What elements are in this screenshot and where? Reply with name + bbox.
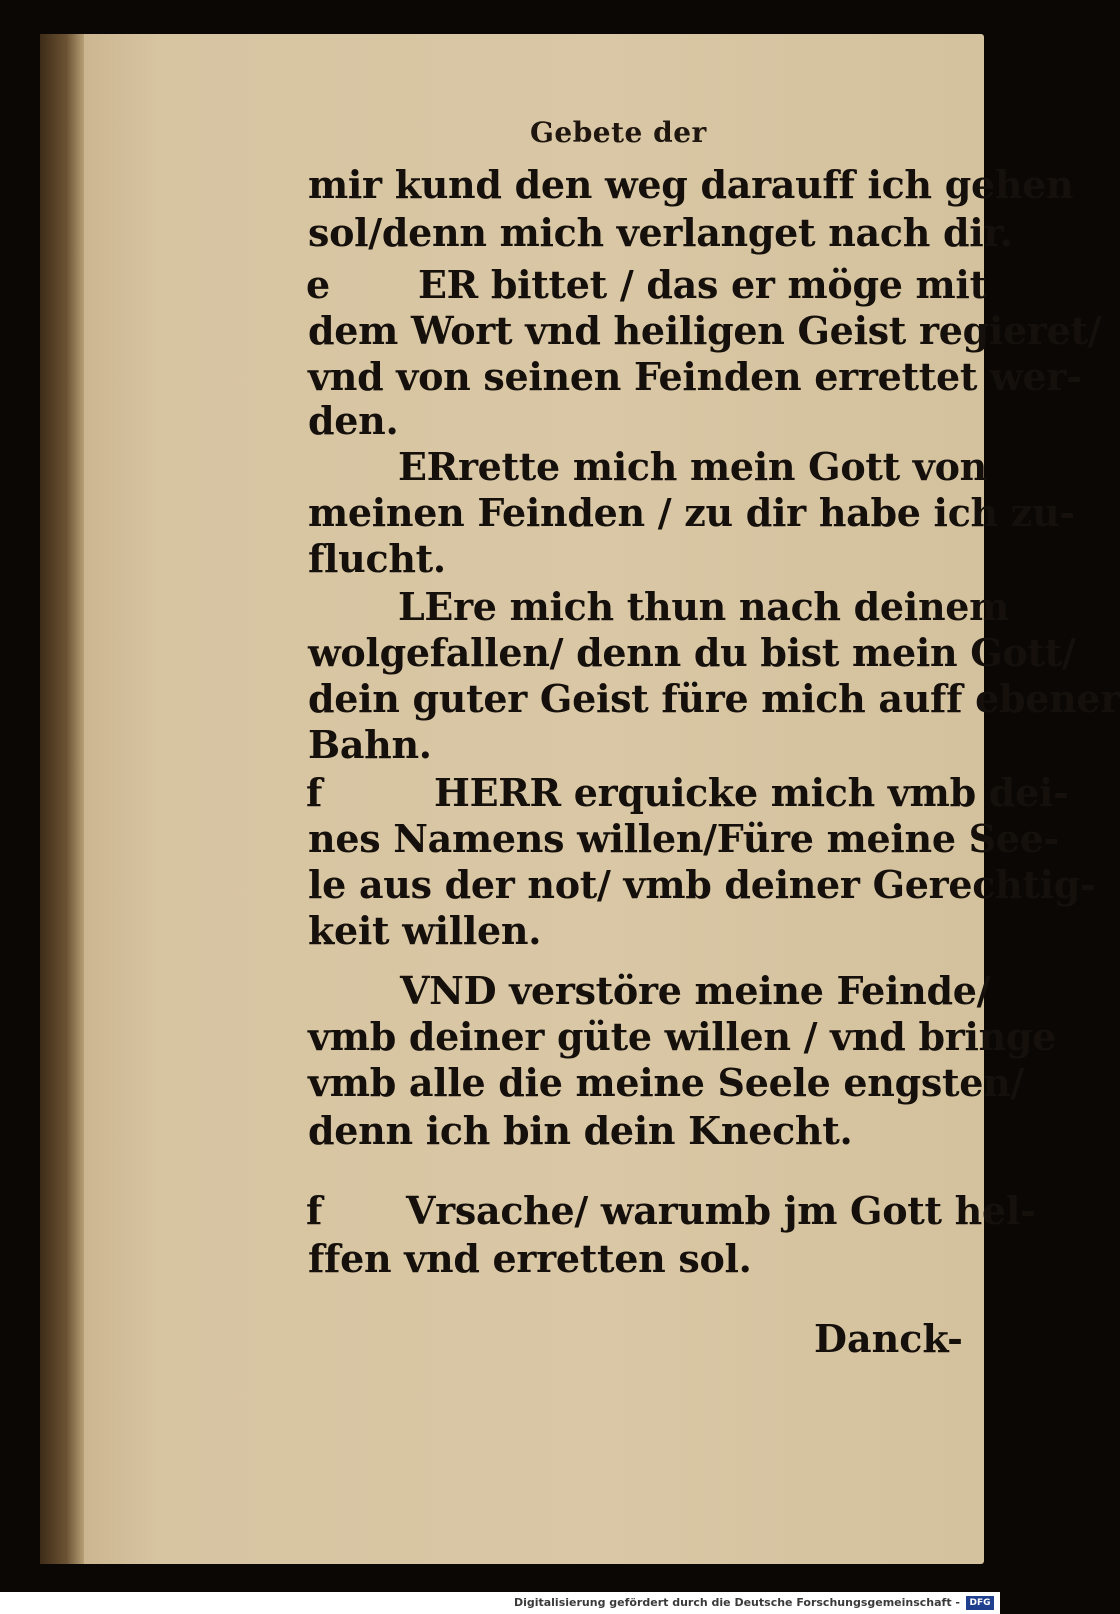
text-line: flucht.: [308, 536, 446, 581]
summary-line: dem Wort vnd heiligen Geist regieret/: [308, 308, 1102, 353]
text-line: sol/denn mich verlanget nach dir.: [308, 210, 1013, 255]
text-line: keit willen.: [308, 908, 542, 953]
text-line: VND verstöre meine Feinde/: [400, 968, 991, 1013]
margin-marker-f: f: [306, 1188, 323, 1233]
dfg-logo[interactable]: DFG: [966, 1596, 994, 1610]
text-line: le aus der not/ vmb deiner Gerechtig-: [308, 862, 1096, 907]
text-line: ERrette mich mein Gott von: [398, 444, 987, 489]
summary-line: Vrsache/ warumb jm Gott hel-: [406, 1188, 1036, 1233]
text-line: vmb deiner güte willen / vnd bringe: [308, 1014, 1057, 1059]
text-line: Bahn.: [308, 722, 432, 767]
summary-line: den.: [308, 398, 399, 443]
text-line: LEre mich thun nach deinem: [398, 584, 1010, 629]
text-line: HERR erquicke mich vmb dei-: [434, 770, 1069, 815]
summary-line: vnd von seinen Feinden errettet wer-: [308, 354, 1082, 399]
summary-line: ER bittet / das er möge mit: [418, 262, 987, 307]
text-line: wolgefallen/ denn du bist mein Gott/: [308, 630, 1076, 675]
footer-credit: Digitalisierung gefördert durch die Deutsche Forschungsgemeinschaft -: [513, 1596, 960, 1609]
page-gutter: [40, 34, 84, 1564]
footer-bar: [0, 1592, 1000, 1614]
catchword: Danck-: [814, 1316, 963, 1361]
margin-marker-e: e: [306, 262, 331, 307]
text-line: vmb alle die meine Seele engsten/: [308, 1060, 1024, 1105]
text-line: mir kund den weg darauff ich gehen: [308, 162, 1074, 207]
text-line: dein guter Geist füre mich auff ebener: [308, 676, 1120, 721]
text-line: nes Namens willen/Füre meine See-: [308, 816, 1060, 861]
text-line: meinen Feinden / zu dir habe ich zu-: [308, 490, 1075, 535]
running-header: Gebete der: [530, 116, 707, 149]
margin-marker-f: f: [306, 770, 323, 815]
text-line: denn ich bin dein Knecht.: [308, 1108, 853, 1153]
summary-line: ffen vnd erretten sol.: [308, 1236, 752, 1281]
